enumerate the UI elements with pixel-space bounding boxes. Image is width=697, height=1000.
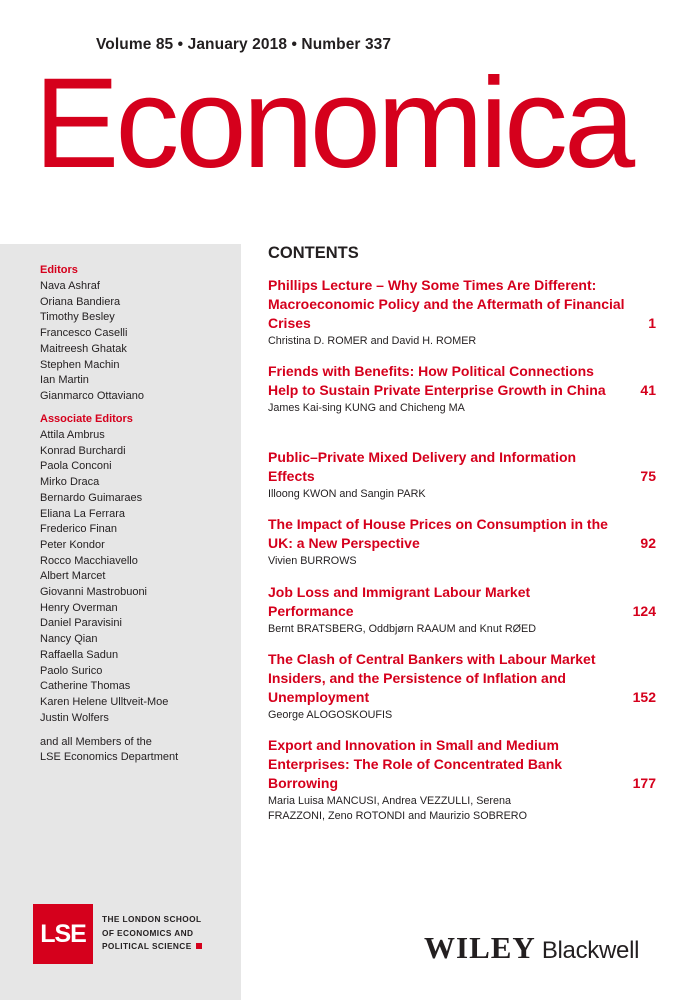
article-authors: Bernt BRATSBERG, Oddbjørn RAAUM and Knut RØED: [268, 623, 537, 635]
editors-list: [40, 279, 144, 405]
article-title[interactable]: Export and Innovation in Small and Medium Enterprises: The Role of Concentrated Bank Borrowing: [268, 737, 563, 791]
associate-editors-list: [40, 428, 168, 726]
article-page: 1: [648, 315, 656, 331]
article-authors: Maria Luisa MANCUSI, Andrea VEZZULLI, Serena FRAZZONI, Zeno ROTONDI and Maurizio SOBRERO: [268, 795, 527, 822]
members-note: [40, 735, 178, 766]
members-note-line: LSE Economics Department: [40, 751, 179, 764]
article-page: 124: [632, 603, 656, 619]
article-title[interactable]: The Impact of House Prices on Consumption in the UK: a New Perspective: [268, 516, 608, 551]
members-note-line: and all Members of the: [40, 736, 152, 748]
red-square-icon: [196, 943, 202, 949]
lse-name-line-text: POLITICAL SCIENCE: [102, 941, 192, 952]
article-entry[interactable]: [268, 276, 656, 349]
associate-editor-name: Peter Kondor: [40, 538, 105, 551]
lse-name: [102, 913, 202, 954]
associate-editor-name: Albert Marcet: [40, 570, 106, 583]
article-page: 152: [632, 689, 656, 705]
article-entry[interactable]: [268, 583, 656, 637]
article-title[interactable]: Public–Private Mixed Delivery and Information Effects: [268, 449, 577, 484]
article-page: 92: [640, 535, 656, 551]
publisher-logo: [424, 930, 639, 966]
article-authors: Illoong KWON and Sangin PARK: [268, 488, 426, 500]
editor-name: Timothy Besley: [40, 311, 115, 324]
article-page: 75: [640, 468, 656, 484]
associate-editor-name: Justin Wolfers: [40, 711, 109, 724]
editor-name: Stephen Machin: [40, 358, 120, 371]
editors-heading: Editors: [40, 264, 78, 276]
associate-editor-name: Rocco Macchiavello: [40, 554, 138, 567]
contents-heading: CONTENTS: [268, 244, 359, 262]
associate-editor-name: Karen Helene Ulltveit-Moe: [40, 695, 169, 708]
article-title[interactable]: Friends with Benefits: How Political Connections Help to Sustain Private Enterprise Growth in China: [268, 363, 606, 398]
associate-editor-name: Nancy Qian: [40, 633, 98, 646]
associate-editors-heading: Associate Editors: [40, 413, 133, 425]
article-entry[interactable]: [268, 448, 656, 502]
lse-name-line: [102, 940, 202, 954]
article-authors: George ALOGOSKOUFIS: [268, 709, 393, 721]
associate-editor-name: Daniel Paravisini: [40, 617, 122, 630]
lse-name-line: THE LONDON SCHOOL: [102, 914, 202, 924]
article-entry[interactable]: [268, 650, 656, 723]
article-page: 177: [632, 775, 656, 791]
article-title[interactable]: Phillips Lecture – Why Some Times Are Different: Macroeconomic Policy and the Aftermath of Financial Crises: [268, 277, 625, 331]
publisher-name: WILEY: [424, 930, 536, 965]
associate-editor-name: Mirko Draca: [40, 476, 100, 489]
editor-name: Nava Ashraf: [40, 280, 100, 292]
associate-editor-name: Eliana La Ferrara: [40, 507, 125, 520]
article-page: 41: [640, 382, 656, 398]
article-authors: Vivien BURROWS: [268, 555, 357, 567]
lse-logo: LSE: [33, 904, 93, 964]
associate-editor-name: Konrad Burchardi: [40, 444, 126, 457]
editor-name: Gianmarco Ottaviano: [40, 389, 144, 402]
article-title[interactable]: Job Loss and Immigrant Labour Market Performance: [268, 584, 531, 619]
associate-editor-name: Henry Overman: [40, 601, 118, 614]
publisher-imprint: Blackwell: [541, 937, 640, 964]
journal-title: Economica: [34, 52, 632, 195]
editorial-sidebar: [0, 244, 241, 1000]
editor-name: Oriana Bandiera: [40, 295, 121, 308]
associate-editor-name: Raffaella Sadun: [40, 648, 119, 661]
article-authors: James Kai-sing KUNG and Chicheng MA: [268, 402, 465, 414]
associate-editor-name: Giovanni Mastrobuoni: [40, 586, 148, 599]
associate-editor-name: Attila Ambrus: [40, 429, 105, 441]
associate-editor-name: Paola Conconi: [40, 460, 112, 473]
editor-name: Francesco Caselli: [40, 327, 128, 340]
lse-name-line: OF ECONOMICS AND: [102, 927, 194, 938]
article-entry[interactable]: [268, 515, 656, 569]
article-entry[interactable]: [268, 362, 656, 416]
associate-editor-name: Frederico Finan: [40, 523, 118, 536]
associate-editor-name: Catherine Thomas: [40, 680, 131, 693]
associate-editor-name: Bernardo Guimaraes: [40, 491, 143, 504]
article-title[interactable]: The Clash of Central Bankers with Labour Market Insiders, and the Persistence of Inflation and Unemployment: [268, 651, 596, 705]
issue-info: Volume 85 • January 2018 • Number 337: [96, 36, 392, 53]
associate-editor-name: Paolo Surico: [40, 664, 103, 677]
article-authors: Christina D. ROMER and David H. ROMER: [268, 335, 477, 347]
editor-name: Maitreesh Ghatak: [40, 342, 127, 355]
editor-name: Ian Martin: [40, 374, 89, 387]
article-entry[interactable]: [268, 736, 656, 824]
